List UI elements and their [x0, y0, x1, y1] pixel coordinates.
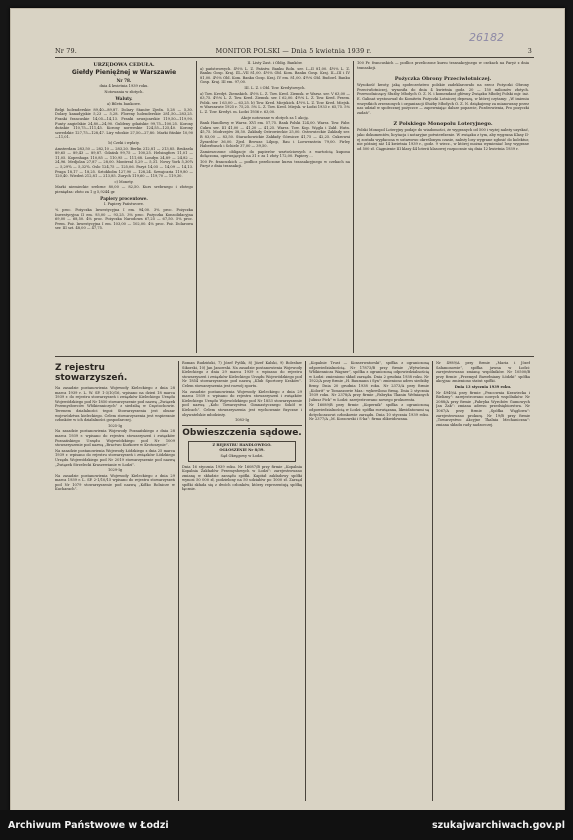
middle-text-1: Roman Rudziński, 7) Józef Pytlik, 8) Józef Kalski, 9) Bolesław Sikorski, 10) Jan Janowski. Na zasadzie postanowienia Wojewody Kieleckiego z dnia 29 marca 1939 r. wpisano do rejestru stowarzyszeń i związków Kieleckiego Urzędu Wojewódzkiego pod Nr 1854 stowarzyszenie pod nazwą „Klub Sportowy Kraków”. Celem stowarzyszenia jest rozwój sportu. [182, 361, 302, 388]
archive-name: Archiwum Państwowe w Łodzi [8, 820, 169, 831]
pozyczka-text: Wysokość kwoty, jaką społeczeństwo polskie zadeklarowało na rzecz Pożyczki Obrony Przeciwlotniczej, wynosiła do dnia 4 kwietnia godz. 20 — 150 milionów złotych. Przewodniczący Służby Młodych O. Z. N. i komendant główny Związku Młodej Polski mjr. inż. E. Galinat wystosował do Komitetu Pożyczki Lotniczej depeszę, w której czytamy: „W imieniu wszystkich zrzeszonych i organizacji Służby Młodych O. Z. N. dziękujemy za mianowany przez nas udział w społecznej pożyczce — zapewniając dalsze poparcie, Pozdrowienia, Pro pozyczki zadań”. [357, 83, 529, 115]
handwritten-number: 26182 [469, 31, 504, 44]
page-number-left: Nr 79. [55, 47, 78, 55]
credit-text: a) Tow. Kredyt. Ziemskich. 4½% L. Z. Tow. Kred. Ziemsk. w Warsz. ser. V 63,00 — 63,75. 4½% L. Z. Tow. Kred. Ziemsk. ser. I 62,00. 4½% L. Z. Tow. Kred. Przem. Polsk. ser. I 63,00 — 63,25. b) Tow. Kred. Miejskich. 4½% L. Z. Tow. Kred. Miejsk. w Warszawie 1925 r. 75,25. 5% L. Z. Tow. Kred. Miejsk. w Łodzi 1933 r. 65,75. 5% L. Z. Tow. Kredyt. m. Łodzi 1936 r. 63,00. [200, 91, 350, 114]
register-entries-section-2 [436, 361, 530, 801]
shares-heading: Akcje notowane w złotych za 1 akcję. [241, 115, 309, 120]
fee-mark: 1029-Ig [107, 468, 123, 473]
obwieszczenia-title: Obwieszczenia sądowe. [182, 425, 302, 438]
coins-text: Marki niemieckie srebrne 80,00 — 82,50. Kurs srebrnego i złotego pieniądza: złoto za 1 g 5,9244 gr. [55, 185, 193, 194]
banknotes-text: Belgi holenderskie 89,40—89,87. Dolary Stanów Zjedn. 5,28 — 5,30. Dolary kanadyjskie 5,23 — 5,28. Floreny holenderskie 281,50—283,25. Franki francuskie 14,05—14,13. Franki szwajcarskie 119,50—119,90. Funty angielskie 24,80—24,90. Guldeny gdańskie 99,75—100,25. Korony duńskie 110,75—111,45. Korony norweskie 124,55—125,40. Korony szwedzkie 127,75—128,47. Liry włoskie 27,50—27,80. Marki fińskie 10,90—11,01. [55, 107, 193, 140]
shares-text: Bank Handlowy w Warsz. XVI em. 57,75. Bank Polski 124,00. Warsz. Tow. Fabr. Cukru ser. III 41,00 — 41,20 — 41,25. Warsz. Tow. Kop. Węgla i Zakł. Hutn. 45,75. Modrzejów 38,50. Zakłady Ostrowieckie 25,00. Ostrowieckie Zakłady ser. B 83,00 — 83,50. Starachowickie Zakłady Górnicze 41,75 — 42,25. Cukrowni Żyrardów 36,00. Zjed. Browar. Lilpop, Rau i Loewenstein 79,00. Firley Haberbusch i Schiele 37,00 — 39,50. [200, 121, 350, 149]
gielda-heading: URZĘDOWA CEDUŁA. [93, 62, 155, 68]
archive-footer [0, 810, 573, 840]
loteria-text: Polski Monopol Loteryjny podaje do wiadomości, że wygranych od 500 i wyżej należy uzyskać, jako dokumentów, licytacja i notaryjne potwierdzenie. W związku z tym, aby wygrana Klasy II-ej została wypłacona w ustawowo określonym czasie, należy losy wygrane zgłosić do kolektur, nie później niż 14 kwietnia 1939 r., godz. 9 wiecz., w której można wymieniać losy wygrane od 500 zł. Ciągnienie III klasy 44 loterii klasowej rozpocznie się dnia 12 kwietnia 1939 r. [357, 128, 529, 151]
news-section [357, 61, 529, 353]
gielda-section [55, 61, 193, 353]
gielda-title: Giełdy Pieniężnej w Warszawie [71, 69, 177, 76]
right-text-4: Nr 4949/A przy firmie „Pracownia Krawiecka i Bielizny”: zarejestrowano nowych wspólników. Nr 2088/A przy firmie „Fabryka Wyrobów Gumowych Jan Żak”: zmiana adresu przedsiębiorstwa. Nr 1067/A przy firmie „Spółka Węglowa”: zarejestrowano prokurę. Nr 19/B przy firmie „Towarzystwo Akcyjne Tkalnia Mechaniczna”: zmiana składu rady nadzorczej. [436, 390, 530, 427]
column-rule [353, 61, 354, 353]
column-rule [432, 361, 433, 801]
register-entries-section [309, 361, 429, 801]
credit-heading: III. L. Z. i Obl. Tow. Kredytowych. [244, 85, 306, 90]
rejestr-text-3: Na zasadzie postanowienia Wojewody Łódzkiego z dnia 25 marca 1939 r. wpisano do rejestru stowarzyszeń i związków Łódzkiego Urzędu Wojewódzkiego pod Nr 2019 stowarzyszenie pod nazwą „Związek Strzelecki Kraszewianie w Łodzi”. [55, 448, 175, 467]
middle-text-3: Dnia 16 stycznia 1939 roku. Nr 16087/B przy firmie „Kopalnia Kopalnia Zakładów Przemysłowych w Łodzi”: zarejestrowano zmianę w składzie zarządu spółki. Kapitał zakładowy spółki wynosi 50 000 zł, podzielony na 50 udziałów po 1000 zł. Zarząd spółki składa się z dwóch członków, którzy reprezentują spółkę łącznie. [182, 464, 302, 492]
banknotes-heading: a) Biletu bankowe. [106, 102, 142, 107]
date-heading: Dnia 13 stycznia 1939 roku. [454, 384, 512, 389]
checks-text: Amsterdam 283,50 — 282,10 — 283,20. Berlin 212,81 — 213,85. Bruksela 89,65 — 89,43 — 89,87. Gdańsk 99,75 — 100,25. Helsingfors 11,01 — 11,05. Kopenhaga 110,85 — 110,95 — 111,68. Londyn 24,89 — 24,82 — 24,96. Medjolan 27,87 — 28,00. Montreal 5,29 — 5,31. Nowy York 5,30¾ — 5,29¾ — 5,32¾. Oslo 124,75 — 125,06. Paryż 14,05 — 14,09 — 14,13. Praga 18,17 — 18,25. Sztokholm 127,90 — 128,24. Szwajcaria 119,80 — 120,40. Wiedeń 212,81 — 213,85. Zurych 119,60 — 119,70 — 119,30. [55, 146, 193, 179]
bonds-text: a) państwowych. 4½% L. Z. Państw. Banku Roln. ser. I—II 81,00. 4½% L. Z. Banku Gosp. Kraj. Ill—VII 81,00. 4½% Obl. Kom. Banku Gosp. Kraj. II—III i IV 81,00. 4½% Obl. Kom. Banku Gosp. Kraj. IV em. 81,00. 4½% Obl. Budowl. Banku Gosp. Kraj. III em. 97,00. [200, 66, 350, 85]
register-box-title: Z REJESTRU HANDLOWEGO. [212, 442, 272, 447]
column-rule [305, 361, 306, 801]
waluty-heading: Waluty. [115, 96, 133, 102]
gielda-date: dnia 4 kwietnia 1939 roku. [99, 84, 149, 88]
obwieszczenia-section [182, 361, 302, 801]
newspaper-title: MONITOR POLSKI — Dnia 5 kwietnia 1939 r. [215, 47, 372, 55]
gielda-number: Nr 78. [116, 78, 132, 83]
notes-text-2: 100 Fr. francuskich — podlicz przeliczone kursu transakcyjnego w czekach na Paryż z dnia transakcji. [200, 159, 350, 169]
loteria-title: Z Polskiego Monopolu Loteryjnego. [393, 121, 493, 128]
rejestr-text-1: Na zasadzie postanowienia Wojewody Kieleckiego z dnia 28 marca 1939 r. L. W. SP. 1-3/10/16, wpisano na dzień 18 marca 1939 r. do rejestru stowarzyszeń i związków Kieleckiego Urzędu Wojewódzkiego pod Nr 1850 stowarzyszenie pod nazwą „Związek Przemysłowców Włókienniczych” z siedzibą w Częstochowie. Terenem działalności tegoż Stowarzyszenia jest obszar województwa kieleckiego. Celem stowarzyszenia jest wspieranie członków w ich działalności gospodarczej. [55, 386, 175, 423]
newspaper-page [10, 8, 565, 812]
checks-heading: b) Czeki i wpłaty. [108, 140, 140, 145]
rejestr-section [55, 361, 175, 801]
fee-mark: 1025-Ig [107, 423, 123, 428]
bonds-heading: II. Listy Zast. i Oblig. Banków. [247, 61, 303, 65]
right-text-2: Nr 16089/B przy firmie „Kopernik” spółka z ograniczoną odpowiedzialnością w Łodzi: spółka rozwiązana, likwidatorami są dotychczasowi członkowie zarządu. Dnia 10 stycznia 1939 roku. Nr 2377/A „M. Kossowski i S-ka”: firma zlikwidowana. [309, 403, 429, 422]
register-box [188, 441, 296, 462]
right-text-3: Nr 4989/A przy firmie „Maria i Józef Sałamonowie”, spółka jawna w Łodzi: zarejestrowano zmianę wspólników. Nr 10500/B przy firmie „Przemysł Bawełniany Łódzki” spółka akcyjna: zmieniono statut spółki. [436, 361, 530, 384]
rejestr-text-2: Na zasadzie postanowienia Wojewody Poznańskiego z dnia 28 marca 1939 r. wpisano do rejestru stowarzyszeń i związków Poznańskiego Urzędu Wojewódzkiego pod Nr 1009 stowarzyszenie pod nazwą „Bractwo Kurkowe w Krotoszynie”. [55, 429, 175, 448]
header-rule [55, 57, 534, 58]
bonds-section [200, 61, 350, 353]
pozyczka-title: Pożyczka Obrony Przeciwlotniczej. [394, 76, 492, 83]
section-rule [55, 356, 534, 357]
notes-text: Zamieszczone obligacje do papierów wartościowych z wartością kuponu dołączona, opiewających na 31 r. za 1 złoty 172,00. Papiery ... [200, 149, 350, 159]
gielda-sub: Notowania w złotych. [104, 89, 144, 94]
notes-continuation: 100 Fr. francuskich — podlicz przeliczone kursu transakcyjnego w czekach na Paryż z dnia transakcji. [357, 61, 529, 70]
middle-text-2: Na zasadzie postanowienia Wojewody Kieleckiego z dnia 29 marca 1939 r. wpisano do rejestru stowarzyszeń i związków Kieleckiego Urzędu Wojewódzkiego pod Nr 1853 stowarzyszenie pod nazwą „Koło Towarzystwa Gimnastycznego Sokół w Kielcach”. Celem stowarzyszenia jest wychowanie fizyczne i obywatelskie młodzieży. [182, 389, 302, 417]
right-text-1: „Kopalnie Trust — Konserwatorski”, spółka z ograniczoną odpowiedzialnością. Nr 17873/B przy firmie „Wytwórnia Włókiennicza Wagner”, spółka z ograniczoną odpowiedzialnością w Łodzi: zmieniono skład zarządu. Dnia 2 grudnia 1938 roku. Nr 1922/A przy firmie „H. Baumann i Syn”: zmieniono adres siedziby firmy. Dnia 20 grudnia 1938 roku. Nr 2373/A przy firmie „Kolorit” w Tomaszowie Maz.: wykreślono firmę. Dnia 2 stycznia 1939 roku. Nr 2378/A przy firmie „Fabryka Tkanin Wełnianych Juliusz Pick” w Łodzi: zarejestrowano nowego prokurenta. [309, 361, 429, 402]
register-box-number: OGŁOSZENIE Nr 8/39. [219, 448, 265, 453]
page-number-right: 3 [527, 47, 532, 55]
fee-mark: 1083-Ig [234, 418, 250, 423]
coins-heading: c) Monety. [114, 179, 134, 184]
rejestr-title: Z rejestru stowarzyszeń. [55, 363, 128, 383]
register-box-court: Sąd Okręgowy w Łodzi. [220, 453, 264, 458]
column-rule [196, 61, 197, 353]
state-papers-heading: I. Papiery Państwowe. [103, 202, 145, 207]
rejestr-text-4: Na zasadzie postanowienia Wojewody Kieleckiego z dnia 29 marca 1939 r. L. SP. 2-1/10/15 wpisano do rejestru stowarzyszeń pod Nr 1079 stowarzyszenie pod nazwą „Kółko Rolnicze w Kucharach”. [55, 473, 175, 492]
securities-heading: Papiery procentowe. [100, 196, 148, 202]
state-papers-text: % proc. Pożyczka Inwestycyjna I em. 94,00. 3% proc. Pożyczka Inwestycyjna II em. 93,00 — 93,25. 3% proc. Pożyczka Konsolidacyjna 69,00 — 68,50. 4% proc. Pożyczka Narodowa 67,25 — 67,50. 5% proc. Prem. Poż. Inwestycyjna I em. 103,00 — 102,00. 4% proc. Poż. Dolarowa ser. III szt. 48,00 — 47,75. [55, 208, 193, 231]
page-header [55, 45, 532, 57]
archive-url[interactable]: szukajwarchiwach.gov.pl [431, 820, 565, 831]
column-rule [178, 361, 179, 801]
